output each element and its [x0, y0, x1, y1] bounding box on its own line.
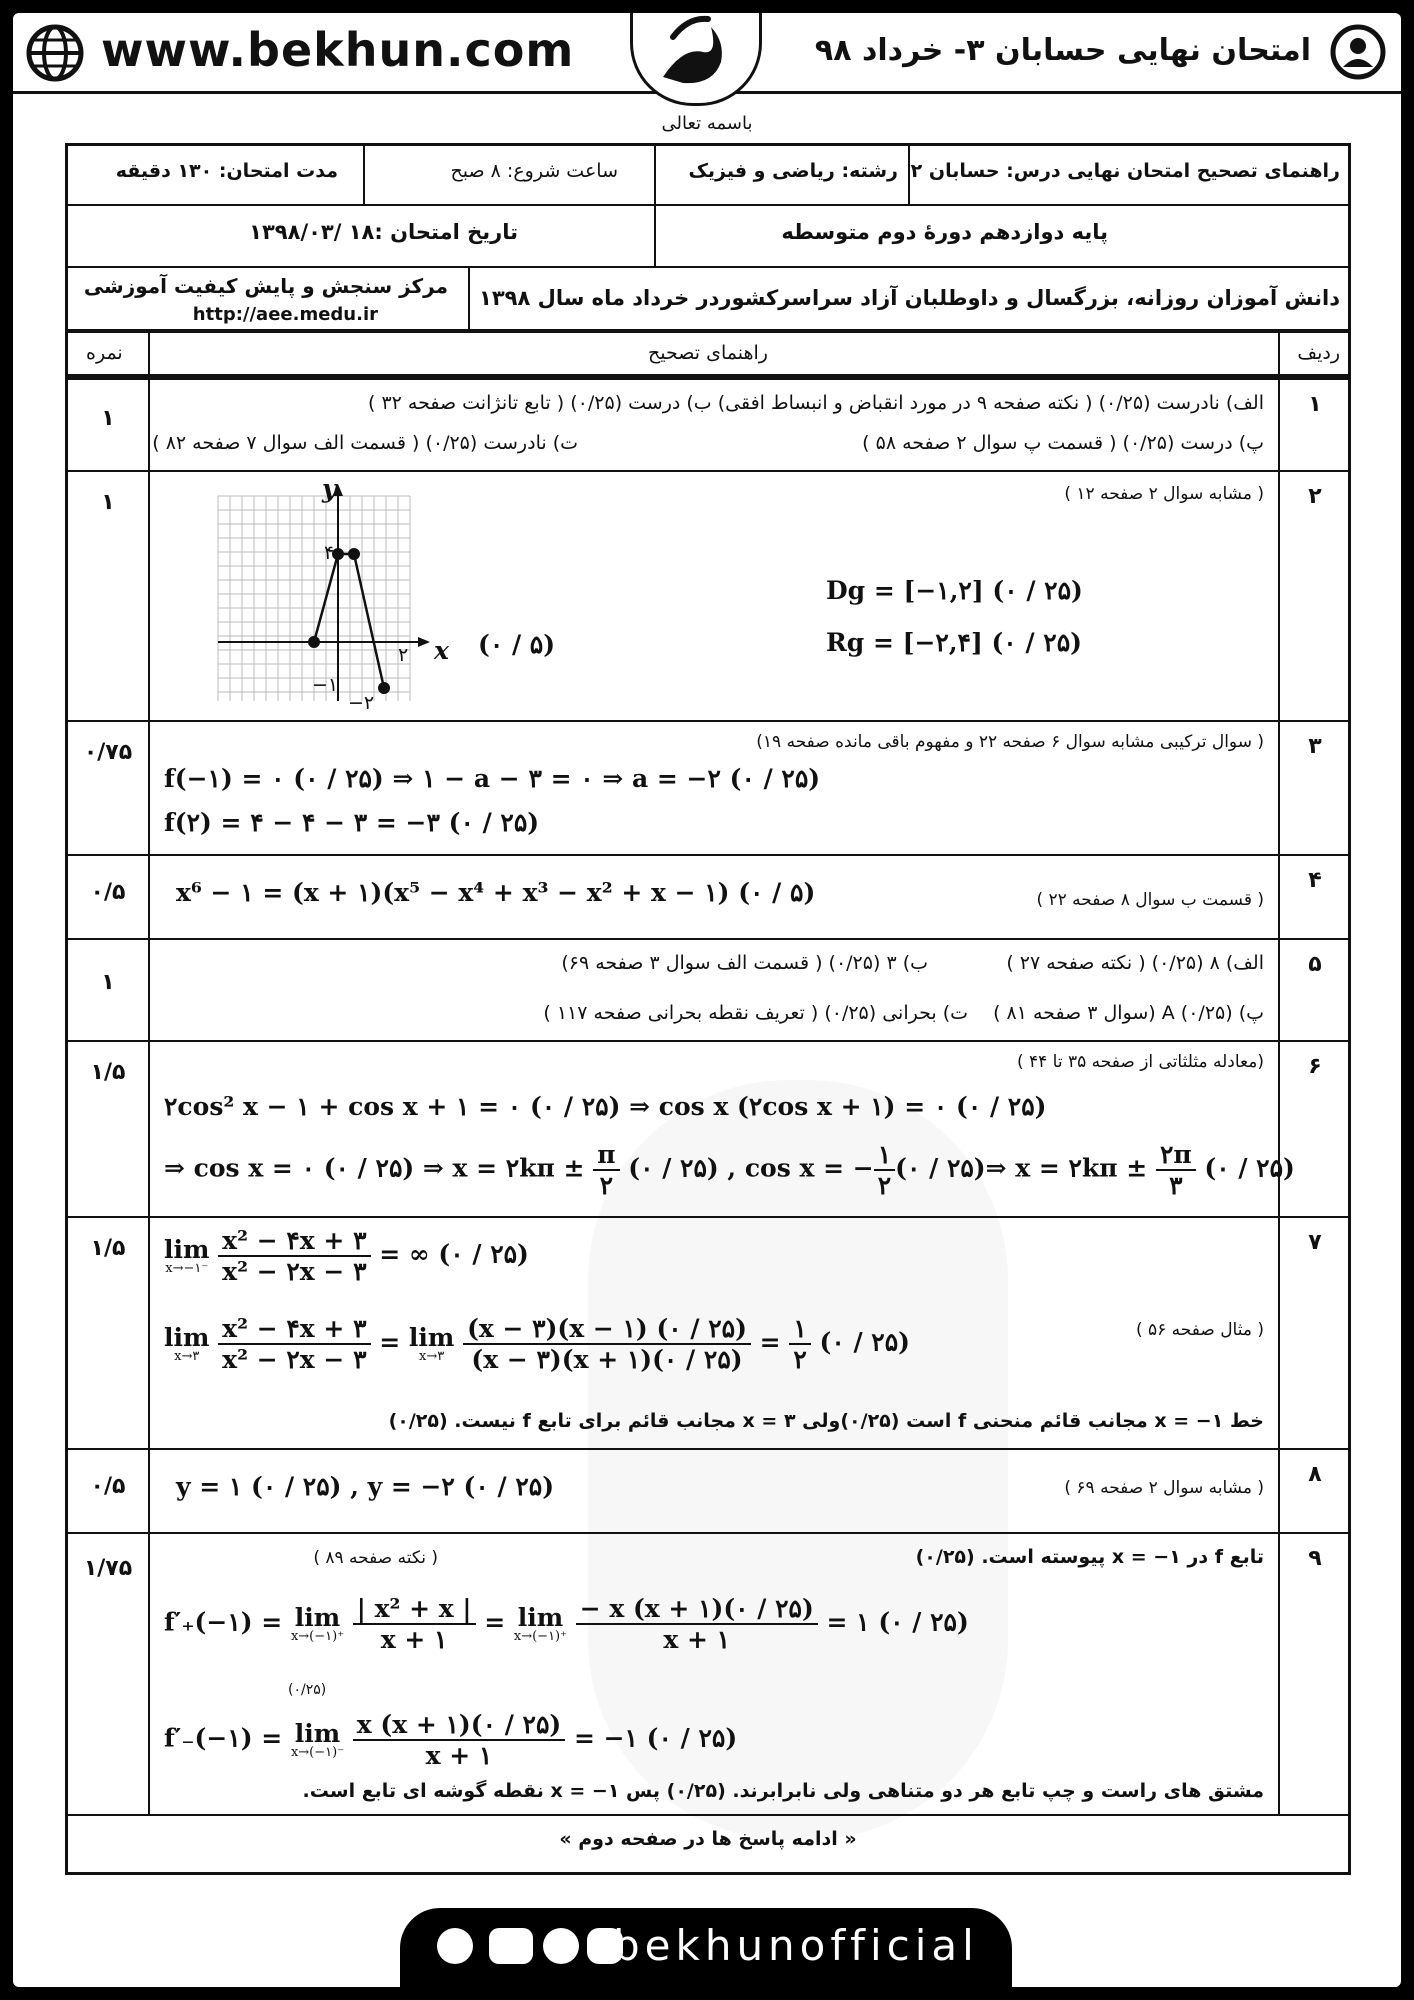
youtube-icon[interactable]	[489, 1928, 533, 1964]
info-table	[65, 143, 1351, 333]
col-score: نمره	[86, 342, 123, 364]
duration: مدت امتحان: ۱۳۰ دقیقه	[115, 160, 338, 182]
basme-tealy: باسمه تعالی	[661, 113, 753, 134]
page	[13, 13, 1401, 1987]
grade: پایه دوازدهم دورهٔ دوم متوسطه	[781, 220, 1108, 244]
col-row: ردیف	[1297, 342, 1340, 364]
continue-note: « ادامه پاسخ ها در صفحه دوم »	[559, 1828, 857, 1850]
brace-score: (۰/۲۵)	[288, 1682, 327, 1698]
user-icon	[1329, 23, 1387, 81]
limit-2: lim x→۳ $\frac{\text{x² − ۴x + ۳}}{\text{x² − ۲x − ۳}}$ = lim x→۳ $\frac{(x - ۳)(x - ۱) (۰ / ۲۵)}{(x - ۳)(x + ۱)(۰ / ۲۵)}$ = $\frac{۱}{۲}$ (۰ / ۲۵)	[164, 1314, 910, 1374]
telegram-icon[interactable]	[543, 1928, 579, 1964]
col-guide: راهنمای تصحیح	[648, 342, 768, 364]
right-derivative: f′₊(−۱) = lim x→(−۱)⁺ $\frac{\text{| x² + x |}}{x + ۱}$ = lim x→(−۱)⁺ $\frac{- x (x + ۱)(۰ / ۲۵)}{x + ۱}$ = ۱ (۰ / ۲۵)	[164, 1594, 969, 1654]
exam-title: امتحان نهایی حسابان ۳- خرداد ۹۸	[814, 33, 1311, 68]
logo-brush-icon	[633, 13, 753, 97]
social-handle[interactable]: bekhunofficial	[613, 1921, 979, 1970]
limit-1: lim x→−۱⁻ $\frac{\text{x² − ۴x + ۳}}{\text{x² − ۲x − ۳}}$ = ∞ (۰ / ۲۵)	[164, 1226, 529, 1286]
start-time: ساعت شروع: ۸ صبح	[450, 160, 618, 182]
students: دانش آموزان روزانه، بزرگسال و داوطلبان آزاد سراسرکشوردر خرداد ماه سال ۱۳۹۸	[479, 286, 1340, 310]
top-banner	[13, 13, 1401, 94]
center: مرکز سنجش و پایش کیفیت آموزشی	[83, 274, 448, 298]
column-header	[65, 329, 1351, 377]
course: راهنمای تصحیح امتحان نهایی درس: حسابان ۲	[910, 160, 1340, 182]
function-graph	[208, 476, 478, 716]
cos-solution: ⇒ cos x = ۰ (۰ / ۲۵) ⇒ x = ۲kπ ± $\frac{\pi}{۲}$ (۰ / ۲۵) , cos x = − $\frac{۱}{۲}$ (۰ / ۲۵)⇒ x = ۲kπ ± $\frac{۲\pi}{۳}$ (۰ / ۲۵)	[164, 1140, 1295, 1200]
range: Rg = [−۲,۴] (۰ / ۲۵)	[826, 628, 1082, 657]
center-url[interactable]: http://aee.medu.ir	[192, 304, 378, 325]
domain: Dg = [−۱,۲] (۰ / ۲۵)	[826, 576, 1083, 605]
globe-icon	[25, 23, 85, 83]
graph-x-label: x	[434, 636, 449, 665]
field: رشته: ریاضی و فیزیک	[688, 160, 898, 182]
bekhun-logo	[630, 13, 762, 106]
aparat-icon[interactable]	[437, 1928, 473, 1964]
graph-y-label: y	[322, 474, 337, 503]
answers-table: ۱ ۱ الف) نادرست (۰/۲۵) ( نکته صفحه ۹ در مورد انقباض و انبساط افقی) ب) درست (۰/۲۵) ( تابع تانژانت صفحه ۳۲ ) پ) درست (۰/۲۵) ( قسمت پ سوال ۲ صفحه ۵۸ ) ت) نادرست (۰/۲۵) ( قسمت الف سوال ۷ صفحه ۸۲ ) ۲ ۱ ( مشابه سوال ۲ صفحه ۱۲ ) x y ۴ ۲ ۱− ۲− (۰ / ۵) Dg = [−۱,۲] (۰ / ۲۵) Rg = [−۲,۴] (۰ / ۲۵) ۳ ۰/۷۵ ( سوال ترکیبی مشابه سوال ۶ صفحه ۲۲ و مفهوم باقی مانده صفحه ۱۹) f(−۱) = ۰ (۰ / ۲۵) ⇒ ۱ − a − ۳ = ۰ ⇒ a = −۲ (۰ / ۲۵) f(۲) = ۴ − ۴ − ۳ = −۳ (۰ / ۲۵) ۴ ۰/۵ ( قسمت ب سوال ۸ صفحه ۲۲ ) x⁶ − ۱ = (x + ۱)(x⁵ − x⁴ + x³ − x² + x − ۱) (۰ / ۵) ۵ ۱ الف) ۸ (۰/۲۵) ( نکته صفحه ۲۷ ) ب) ۳ (۰/۲۵) ( قسمت الف سوال ۳ صفحه ۶۹) پ) A (۰/۲۵) (سوال ۳ صفحه ۸۱ ) ت) بحرانی (۰/۲۵) ( تعریف نقطه بحرانی صفحه ۱۱۷ ) ۶ ۱/۵ (معادله مثلثاتی از صفحه ۳۵ تا ۴۴ ) ۲cos² x − ۱ + cos x + ۱ = ۰ (۰ / ۲۵) ⇒ cos x (۲cos x + ۱) = ۰ (۰ / ۲۵) ⇒ cos x = ۰ (۰ / ۲۵) ⇒ x = ۲kπ ± $\frac{\pi}{۲}$ (۰ / ۲۵) , cos x = − $\frac{۱}{۲}$ (۰ / ۲۵)⇒ x = ۲kπ ± $\frac{۲\pi}{۳}$ (۰ / ۲۵) ۷ ۱/۵ ( مثال صفحه ۵۶ ) lim x→−۱⁻ $\frac{\text{x² − ۴x + ۳}}{\text{x² − ۲x − ۳}}$ = ∞ (۰ / ۲۵) lim x→۳ $\frac{\text{x² − ۴x + ۳}}{\text{x² − ۲x − ۳}}$ = lim x→۳ $\frac{(x - ۳)(x - ۱) (۰ / ۲۵)}{(x - ۳)(x + ۱)(۰ / ۲۵)}$ = $\frac{۱}{۲}$ (۰ / ۲۵) خط ۱− = x مجانب قائم منحنی f است (۰/۲۵)ولی ۳ = x مجانب قائم برای تابع f نیست. (۰/۲۵) ۸ ۰/۵ ( مشابه سوال ۲ صفحه ۶۹ ) y = ۱ (۰ / ۲۵) , y = −۲ (۰ / ۲۵) ۹ ۱/۷۵ تابع f در ۱− = x پیوسته است. (۰/۲۵) ( نکته صفحه ۸۹ ) f′₊(−۱) = lim x→(−۱)⁺ $\frac{\text{| x² + x |}}{x + ۱}$ = lim x→(−۱)⁺ $\frac{- x (x + ۱)(۰ / ۲۵)}{x + ۱}$ = ۱ (۰ / ۲۵) (۰/۲۵) f′₋(−۱) = lim x→(−۱)⁻ $\frac{x (x + ۱)(۰ / ۲۵)}{x + ۱}$ = −۱ (۰ / ۲۵) مشتق های راست و چپ تابع هر دو متناهی ولی نابرابرند. (۰/۲۵) پس ۱− = x نقطه گوشه ای تابع است. « ادامه پاسخ ها در صفحه دوم »	[65, 377, 1351, 1875]
site-url[interactable]: www.bekhun.com	[101, 23, 575, 77]
exam-date: تاریخ امتحان :۱۸ /۱۳۹۸/۰۳	[249, 220, 518, 244]
left-derivative: f′₋(−۱) = lim x→(−۱)⁻ $\frac{x (x + ۱)(۰ / ۲۵)}{x + ۱}$ = −۱ (۰ / ۲۵)	[164, 1710, 738, 1770]
